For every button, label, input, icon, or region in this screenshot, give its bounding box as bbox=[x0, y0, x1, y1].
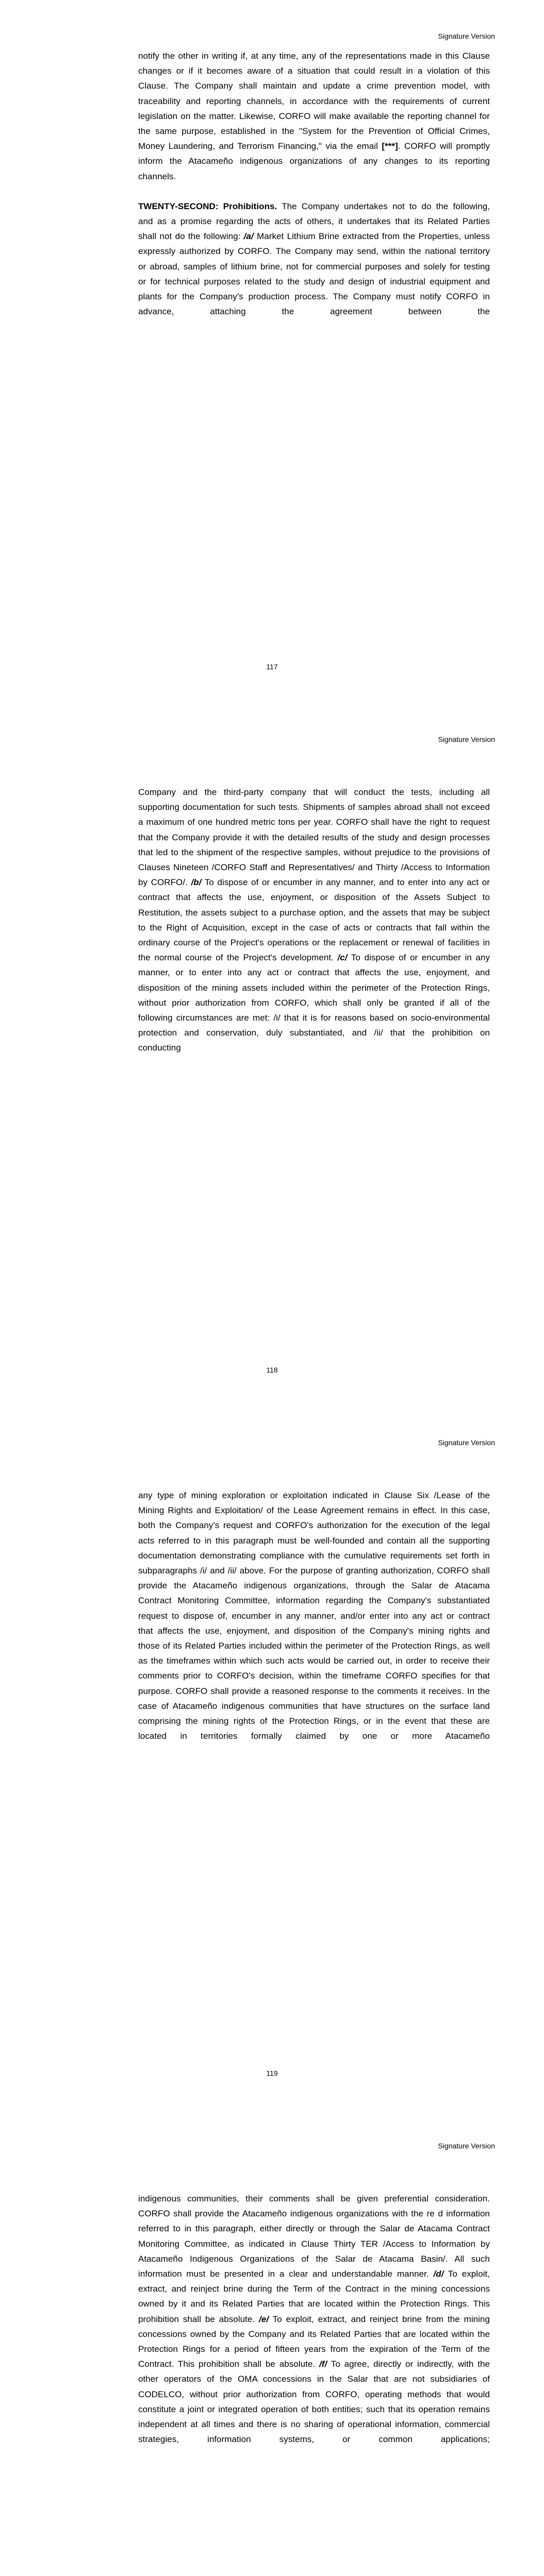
paragraph: indigenous communities, their comments shall be given preferential consideration. CORFO shall provide the Atacameño indigenous organizations with the re d information referred to in this paragraph, either directly or through the Salar de Atacama Contract Monitoring Committee, as indicated in Clause Thirty TER /Access to Information by Atacameño Indigenous Organizations of the Salar de Atacama Basin/. All such information must be presented in a clear and understandable manner. /d/ To exploit, extract, and reinject brine during the Term of the Contract in the mining concessions owned by it and its Related Parties that are located within the Protection Rings. This prohibition shall be absolute. /e/ To exploit, extract, and reinject brine from the mining concessions owned by the Company and its Related Parties that are located within the Protection Rings for a period of fifteen years from the expiration of the Term of the Contract. This prohibition shall be absolute. /f/ To agree, directly or indirectly, with the other operators of the OMA concessions in the Salar that are not subsidiaries of CODELCO, without prior authorization from CORFO, operating methods that would constitute a joint or integrated operation of both entities; such that its operation remains independent at all times and there is no sharing of operational information, commercial strategies, information systems, or common applications; bbox=[138, 2194, 490, 2445]
page-body bbox=[138, 2191, 490, 2447]
page-117 bbox=[0, 0, 544, 703]
page-header: Signature Version bbox=[438, 735, 495, 743]
page-header: Signature Version bbox=[438, 32, 495, 40]
page-number: 118 bbox=[266, 1366, 278, 1374]
paragraph: notify the other in writing if, at any time, any of the representations made in this Clause changes or if it becomes aware of a situation that could result in a violation of this Clause. The Company shall maintain and update a crime prevention model, with traceability and reporting channels, in accordance with the requirements of current legislation on the matter. Likewise, CORFO will make available the reporting channel for the same purpose, established in the "System for the Prevention of Official Crimes, Money Laundering, and Terrorism Financing," via the email [***]. CORFO will promptly inform the Atacameño indigenous organizations of any changes to its reporting channels. bbox=[138, 51, 490, 181]
page-118 bbox=[0, 703, 544, 1406]
page-body bbox=[138, 48, 490, 319]
paragraph: Company and the third-party company that will conduct the tests, including all supporting documentation for such tests. Shipments of samples abroad shall not exceed a maximum of one hundred metric tons per year. CORFO shall have the right to request that the Company provide it with the detailed results of the study and design processes that led to the shipment of the respective samples, without prejudice to the provisions of Clauses Nineteen /CORFO Staff and Representatives/ and Thirty /Access to Information by CORFO/. /b/ To dispose of or encumber in any manner, and to enter into any act or contract that affects the use, enjoyment, or disposition of the Assets Subject to Restitution, the assets subject to a purchase option, and the assets that may be subject to the Right of Acquisition, except in the case of acts or contracts that fall within the ordinary course of the Project's operations or the replacement or renewal of facilities in the normal course of the Project's development. /c/ To dispose of or encumber in any manner, or to enter into any act or contract that affects the use, enjoyment, and disposition of the mining assets included within the perimeter of the Protection Rings, without prior authorization from CORFO, which shall only be granted if all of the following circumstances are met: /i/ that it is for reasons based on socio-environmental protection and conservation, duly substantiated, and /ii/ that the prohibition on conducting bbox=[138, 787, 490, 1053]
paragraph: any type of mining exploration or exploitation indicated in Clause Six /Lease of the Mining Rights and Exploitation/ of the Lease Agreement remains in effect. In this case, both the Company's request and CORFO's authorization for the execution of the legal acts referred to in this paragraph must be well-founded and contain all the supporting documentation demonstrating compliance with the cumulative requirements set forth in subparagraphs /i/ and /ii/ above. For the purpose of granting authorization, CORFO shall provide the Atacameño indigenous organizations, through the Salar de Atacama Contract Monitoring Committee, information regarding the Company's substantiated request to dispose of, encumber in any manner, and/or enter into any act or contract that affects the use, enjoyment, and disposition of the Company's mining rights and those of its Related Parties included within the perimeter of the Protection Rings, as well as the timeframes within which such acts would be carried out, in order to receive their comments prior to CORFO's decision, within the timeframe CORFO specifies for that purpose. CORFO shall provide a reasoned response to the comments it receives. In the case of Atacameño indigenous communities that have structures on the surface land comprising the mining rights of the Protection Rings, or in the event that these are located in territories formally claimed by one or more Atacameño bbox=[138, 1490, 490, 1741]
page-body bbox=[138, 785, 490, 1056]
paragraph-clause-twenty-second: TWENTY-SECOND: Prohibitions. The Company undertakes not to do the following, and as a promise regarding the acts of others, it undertakes that its Related Parties shall not do the following: /a/ Market Lithium Brine extracted from the Properties, unless expressly authorized by CORFO. The Company may send, within the national territory or abroad, samples of lithium brine, not for commercial purposes and solely for testing or for technical purposes related to the study and design of industrial equipment and plants for the Company's production process. The Company must notify CORFO in advance, attaching the agreement between the bbox=[138, 201, 490, 317]
page-header: Signature Version bbox=[438, 1438, 495, 1447]
page-120 bbox=[0, 2110, 544, 2576]
page-119 bbox=[0, 1406, 544, 2110]
page-body bbox=[138, 1488, 490, 1743]
page-number: 117 bbox=[266, 663, 278, 671]
page-header: Signature Version bbox=[438, 2142, 495, 2150]
page-number: 119 bbox=[266, 2069, 278, 2077]
